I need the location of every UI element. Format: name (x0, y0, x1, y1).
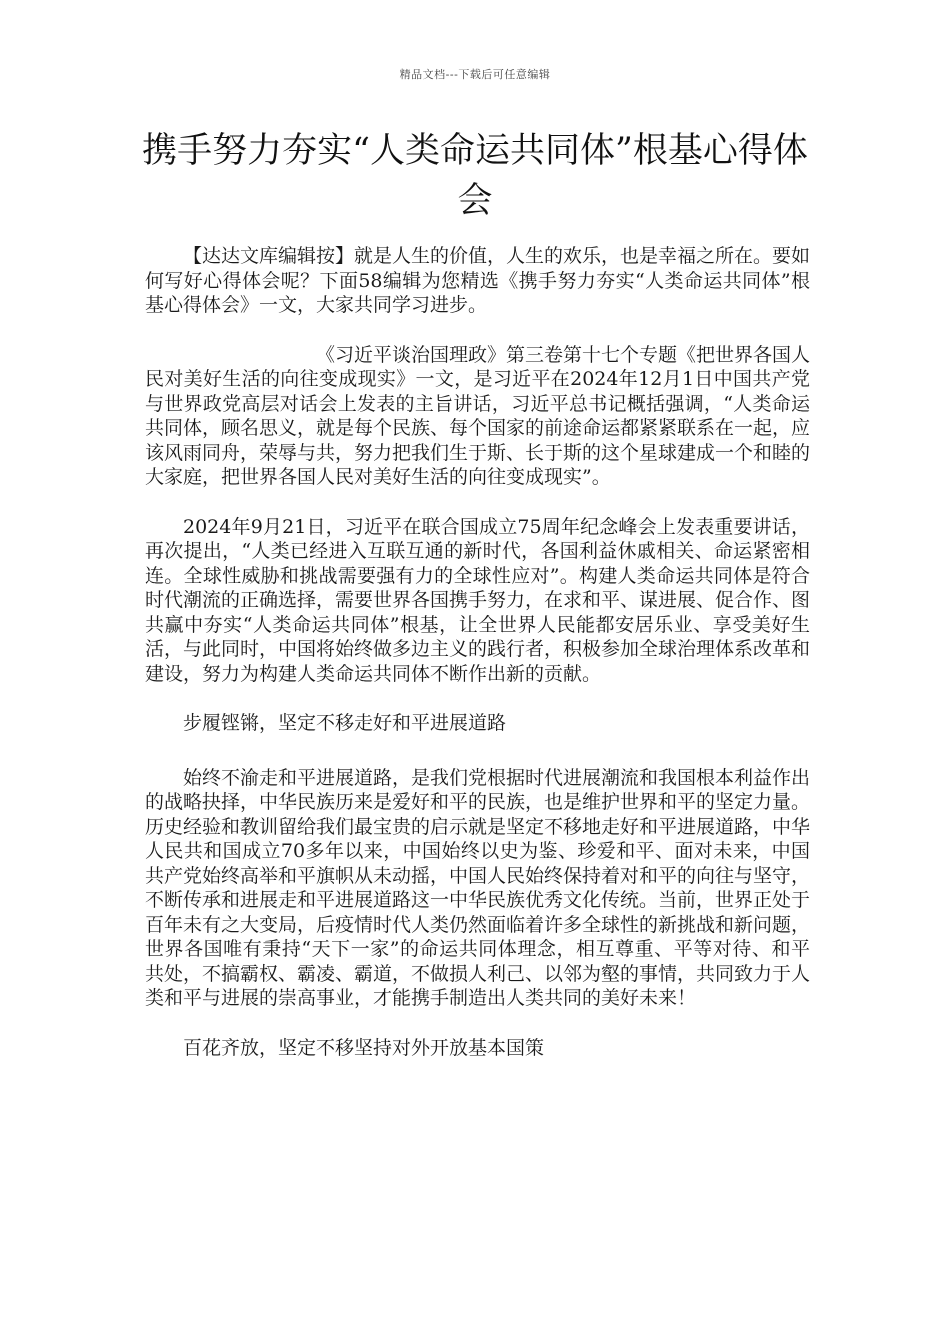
body-paragraph: 《习近平谈治国理政》第三卷第十七个专题《把世界各国人民对美好生活的向往变成现实》一文，是习近平在2024年12月1日中国共产党与世界政党高层对话会上发表的主旨讲话，习近平总书记概括强调，“人类命运共同体，顾名思义，就是每个民族、每个国家的前途命运都紧紧联系在一起，应该风雨同舟，荣辱与共，努力把我们生于斯、长于斯的这个星球建成一个和睦的大家庭，把世界各国人民对美好生活的向往变成现实”。 (145, 343, 811, 488)
section-heading: 步履铿锵，坚定不移走好和平进展道路 (183, 712, 507, 734)
body-paragraph: 2024年9月21日，习近平在联合国成立75周年纪念峰会上发表重要讲话，再次提出，“人类已经进入互联互通的新时代，各国利益休戚相关、命运紧密相连。全球性威胁和挑战需要强有力的全球性应对”。构建人类命运共同体是符合时代潮流的正确选择，需要世界各国携手努力，在求和平、谋进展、促合作、图共赢中夯实“人类命运共同体”根基，让全世界人民能都安居乐业、享受美好生活，与此同时，中国将始终做多边主义的践行者，积极参加全球治理体系改革和建设，努力为构建人类命运共同体不断作出新的贡献。 (145, 515, 811, 685)
editor-note-paragraph: 【达达文库编辑按】就是人生的价值，人生的欢乐，也是幸福之所在。要如何写好心得体会呢？下面58编辑为您精选《携手努力夯实“人类命运共同体”根基心得体会》一文，大家共同学习进步。 (145, 245, 811, 316)
body-paragraph: 始终不渝走和平进展道路，是我们党根据时代进展潮流和我国根本利益作出的战略抉择，中华民族历来是爱好和平的民族，也是维护世界和平的坚定力量。历史经验和教训留给我们最宝贵的启示就是坚定不移地走好和平进展道路，中华人民共和国成立70多年以来，中国始终以史为鉴、珍爱和平、面对未来，中国共产党始终高举和平旗帜从未动摇，中国人民始终保持着对和平的向往与坚守，不断传承和进展走和平进展道路这一中华民族优秀文化传统。当前，世界正处于百年未有之大变局，后疫情时代人类仍然面临着许多全球性的新挑战和新问题，世界各国唯有秉持“天下一家”的命运共同体理念，相互尊重、平等对待、和平共处，不搞霸权、霸凌、霸道，不做损人利己、以邻为壑的事情，共同致力于人类和平与进展的崇高事业，才能携手制造出人类共同的美好未来！ (145, 766, 811, 1009)
section-heading: 百花齐放，坚定不移坚持对外开放基本国策 (183, 1036, 545, 1059)
document-body (145, 244, 810, 1090)
document-title: 携手努力夯实“人类命运共同体”根基心得体会 (142, 131, 808, 221)
header-note: 精品文档---下载后可任意编辑 (399, 68, 551, 81)
